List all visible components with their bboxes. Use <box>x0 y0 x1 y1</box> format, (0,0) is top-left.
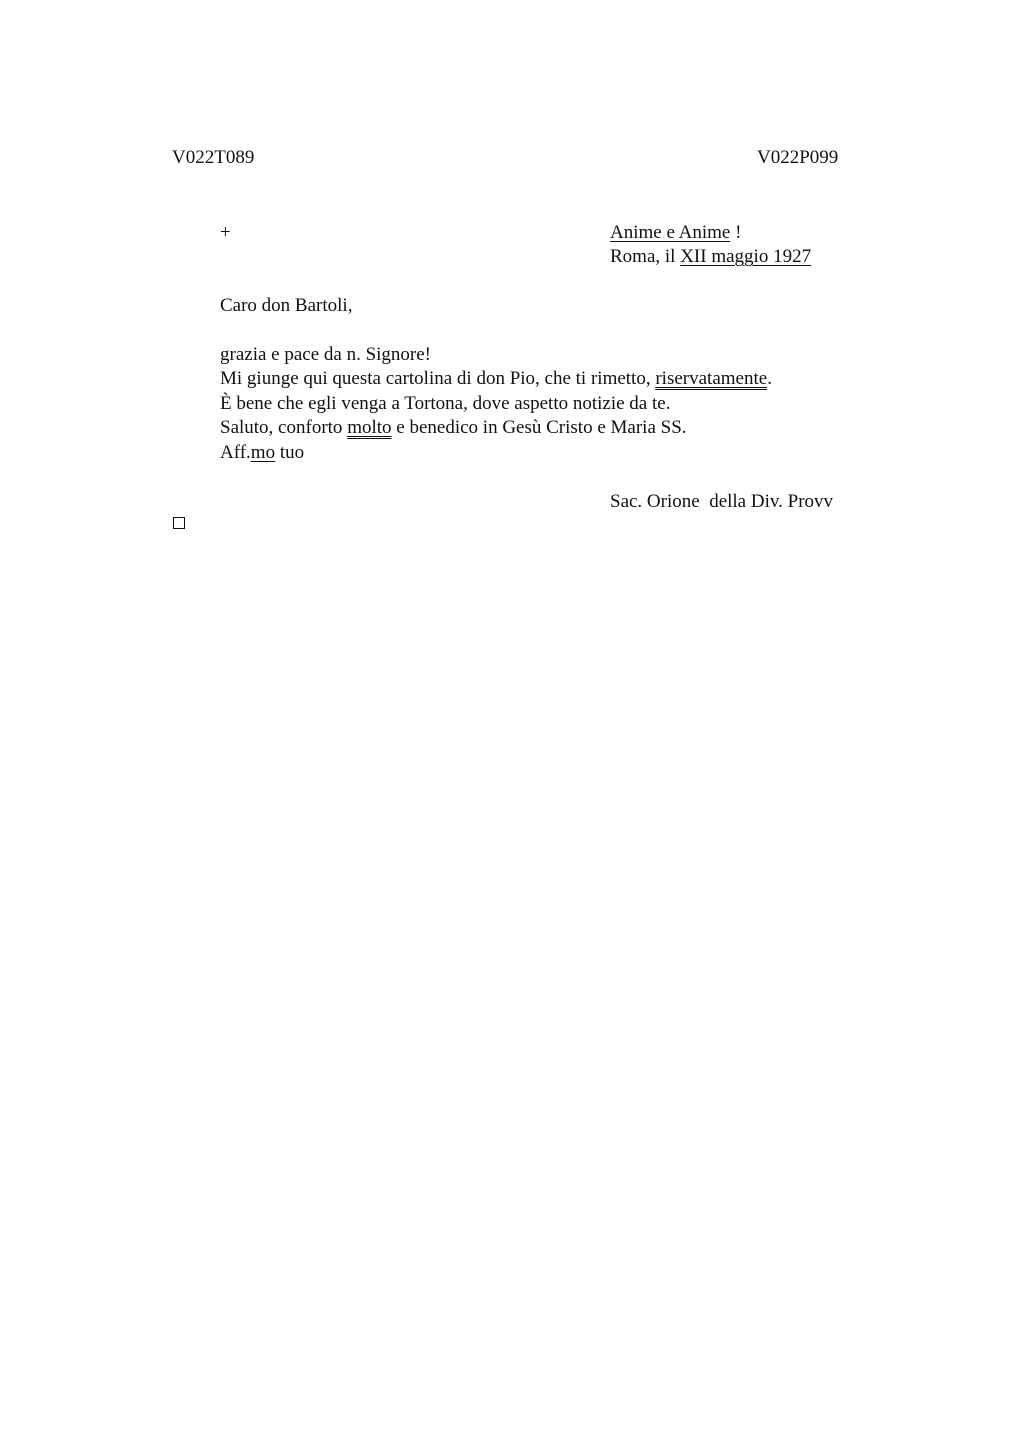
emphasis-molto: molto <box>347 417 392 438</box>
emphasis-riservatamente: riservatamente <box>655 368 768 389</box>
salutation: Caro don Bartoli, <box>220 295 353 316</box>
body-line-2-text: Mi giunge qui questa cartolina di don Pio, che ti rimetto, <box>220 368 656 389</box>
empty-box-symbol <box>173 517 185 529</box>
signature: Sac. Orione della Div. Provv <box>610 491 834 512</box>
body-line-4 <box>220 416 687 440</box>
motto-line <box>610 221 741 245</box>
closing-superscript: mo <box>250 442 276 463</box>
greeting-line: grazia e pace da n. Signore! <box>220 344 432 365</box>
body-line-3: È bene che egli venga a Tortona, dove aspetto notizie da te. <box>220 393 671 414</box>
body-line-4-end: e benedico in Gesù Cristo e Maria SS. <box>391 417 687 438</box>
motto-text: Anime e Anime <box>610 222 731 243</box>
cross-mark: + <box>220 222 231 243</box>
right-reference-code: V022P099 <box>757 147 839 168</box>
closing-line <box>220 441 304 465</box>
left-reference-code: V022T089 <box>172 147 255 168</box>
closing-tuo: tuo <box>275 442 305 463</box>
letter-date: XII maggio 1927 <box>680 246 812 267</box>
body-line-4-start: Saluto, conforto <box>220 417 348 438</box>
closing-prefix: Aff. <box>220 442 251 463</box>
body-line-2 <box>220 367 772 391</box>
body-line-2-end: . <box>767 368 772 389</box>
motto-exclamation: ! <box>730 222 742 243</box>
place-prefix: Roma, il <box>610 246 681 267</box>
date-line <box>610 245 811 269</box>
